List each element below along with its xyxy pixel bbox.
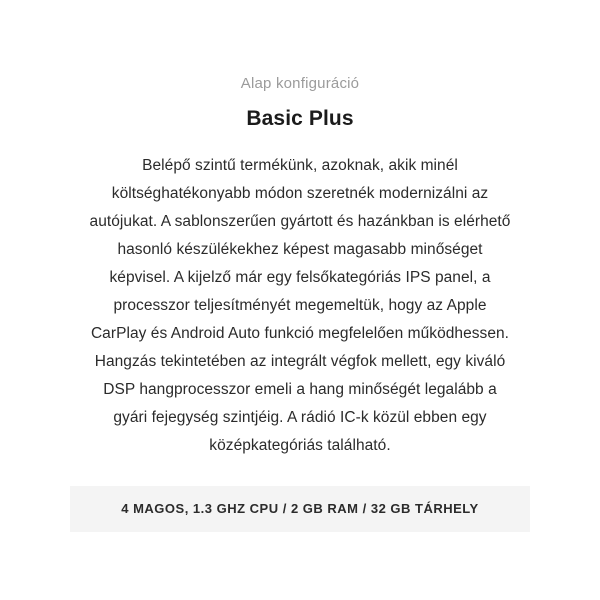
spec-summary-bar (70, 486, 530, 532)
spec-summary-text: 4 MAGOS, 1.3 GHZ CPU / 2 GB RAM / 32 GB TÁRHELY (121, 501, 479, 516)
configuration-eyebrow-label: Alap konfiguráció (240, 75, 360, 92)
page-title: Basic Plus (246, 107, 354, 130)
product-description: Belépő szintű termékünk, azoknak, akik minél költséghatékonyabb módon szeretnék modernizálni az autójukat. A sablonszerűen gyártott és hazánkban is elérhető hasonló készülékekhez képest magasabb minőséget képvisel. A kijelző már egy felsőkategóriás IPS panel, a processzor teljesítményét megemeltük, hogy az Apple CarPlay és Android Auto funkció megfelelően működhessen. Hangzás tekintetében az integrált végfok mellett, egy kiváló DSP hangprocesszor emeli a hang minőségét legalább a gyári fejegység szintjéig. A rádió IC-k közül ebben egy középkategóriás található. (89, 157, 511, 454)
